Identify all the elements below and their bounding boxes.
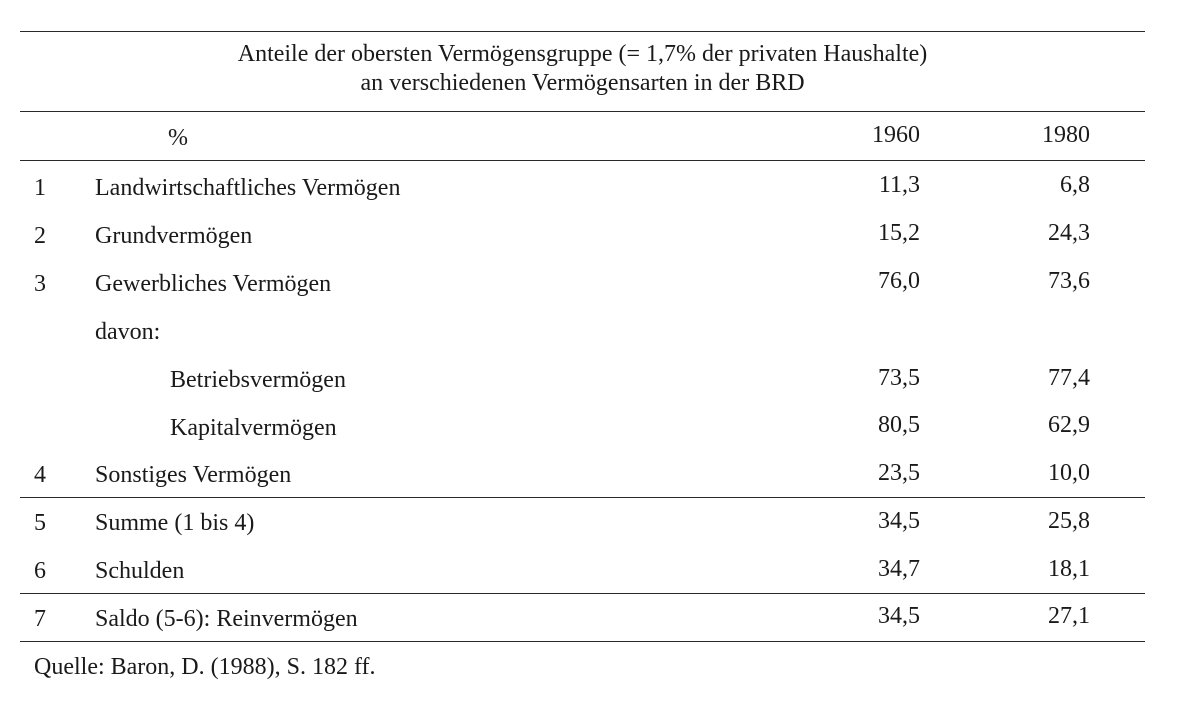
- row-label: Saldo (5-6): Reinvermögen: [95, 606, 358, 632]
- row-value-1960: 76,0: [878, 268, 920, 294]
- row-label: Schulden: [95, 558, 185, 584]
- summary-rule: [20, 497, 1145, 498]
- row-value-1960: 11,3: [878, 172, 920, 198]
- row-number: 4: [34, 462, 46, 488]
- row-number: 6: [34, 558, 46, 584]
- row-value-1980: 62,9: [1048, 412, 1090, 438]
- header-rule: [20, 160, 1145, 161]
- row-number: 2: [34, 223, 46, 249]
- row-value-1980: 27,1: [1048, 603, 1090, 629]
- row-value-1980: 18,1: [1048, 556, 1090, 582]
- row-value-1960: 34,5: [878, 508, 920, 534]
- top-rule: [20, 31, 1145, 32]
- row-label: Gewerbliches Vermögen: [95, 271, 332, 297]
- row-label: Sonstiges Vermögen: [95, 462, 292, 488]
- bottom-rule: [20, 641, 1145, 642]
- row-number: 5: [34, 510, 46, 536]
- row-number: 7: [34, 606, 46, 632]
- row-label: Summe (1 bis 4): [95, 510, 255, 536]
- row-value-1960: 34,7: [878, 556, 920, 582]
- row-label: Kapitalvermögen: [170, 415, 337, 441]
- row-value-1960: 34,5: [878, 603, 920, 629]
- row-value-1980: 24,3: [1048, 220, 1090, 246]
- row-number: 1: [34, 175, 46, 201]
- row-value-1980: 73,6: [1048, 268, 1090, 294]
- row-label: Betriebsvermögen: [170, 367, 346, 393]
- table-title-line-2: an verschiedenen Vermögensarten in der BRD: [360, 70, 805, 96]
- column-header-1980: 1980: [1042, 122, 1090, 148]
- source-note: Quelle: Baron, D. (1988), S. 182 ff.: [34, 654, 376, 680]
- column-header-1960: 1960: [872, 122, 920, 148]
- title-rule: [20, 111, 1145, 112]
- row-label: davon:: [95, 319, 161, 345]
- row-value-1960: 73,5: [878, 365, 920, 391]
- saldo-rule: [20, 593, 1145, 594]
- row-label: Landwirtschaftliches Vermögen: [95, 175, 401, 201]
- row-label: Grundvermögen: [95, 223, 253, 249]
- row-value-1980: 6,8: [1060, 172, 1090, 198]
- row-value-1960: 15,2: [878, 220, 920, 246]
- row-value-1960: 23,5: [878, 460, 920, 486]
- table-title-line-1: Anteile der obersten Vermögensgruppe (= 1,7% der privaten Haushalte): [237, 41, 928, 67]
- row-number: 3: [34, 271, 46, 297]
- table-title: [20, 40, 1145, 98]
- row-value-1980: 77,4: [1048, 365, 1090, 391]
- row-value-1980: 10,0: [1048, 460, 1090, 486]
- row-value-1960: 80,5: [878, 412, 920, 438]
- row-value-1980: 25,8: [1048, 508, 1090, 534]
- unit-header: %: [168, 125, 188, 151]
